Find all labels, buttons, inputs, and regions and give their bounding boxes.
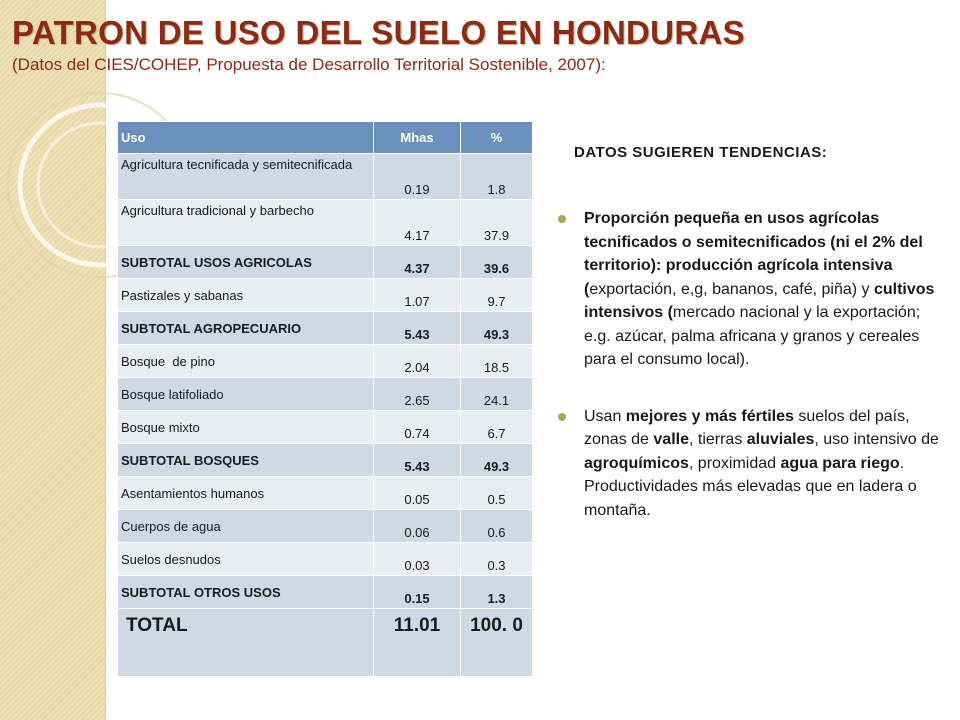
table-row	[118, 345, 533, 378]
cell-mhas: 1.07	[374, 279, 461, 312]
cell-pct: 1.8	[461, 154, 533, 200]
cell-uso: Pastizales y sabanas	[118, 279, 374, 312]
bullet-text-bold: agua para riego	[780, 454, 900, 472]
cell-uso: Bosque de pino	[118, 345, 374, 378]
bullet-text-bold: aluviales	[746, 431, 815, 448]
table-row	[118, 543, 533, 576]
bullet-text: , proximidad	[688, 454, 781, 472]
table-total-row	[118, 609, 533, 677]
table-row	[118, 510, 533, 543]
bullet-text-bold: mejores y más fértiles	[625, 407, 794, 425]
cell-uso: Bosque latifoliado	[118, 378, 374, 411]
table-row	[118, 378, 533, 411]
cell-uso: Cuerpos de agua	[118, 510, 374, 543]
cell-uso: Agricultura tecnificada y semitecnificada	[118, 154, 374, 200]
cell-pct: 1.3	[461, 576, 533, 609]
header-mhas: Mhas	[374, 122, 461, 154]
bullet-text: mercado nacional y la exportación; e.g. azúcar, palma africana y granos y cereales para el consumo local).	[584, 304, 921, 368]
bullet-list	[556, 207, 948, 522]
bullet-text: Usan	[584, 407, 626, 425]
table-row	[118, 411, 533, 444]
cell-mhas: 0.15	[374, 576, 461, 609]
cell-uso: Suelos desnudos	[118, 543, 374, 576]
table-row	[118, 312, 533, 345]
bullet-item	[556, 207, 948, 372]
bullet-text: exportación, e,g, bananos, café, piña) y	[589, 280, 874, 298]
bullet-text-bold: valle	[653, 431, 689, 448]
cell-uso: Asentamientos humanos	[118, 477, 374, 510]
cell-mhas: 5.43	[374, 312, 461, 345]
cell-uso: SUBTOTAL USOS AGRICOLAS	[118, 246, 374, 279]
table-row	[118, 444, 533, 477]
bullet-text-bold: Proporción pequeña en usos agrícolas tecnificados o semitecnificados (ni el 2% del territorio): producción agrícola intensiva (	[584, 210, 923, 298]
cell-uso: Agricultura tradicional y barbecho	[118, 200, 374, 246]
cell-pct: 0.6	[461, 510, 533, 543]
cell-pct: 6.7	[461, 411, 533, 444]
cell-mhas: 0.06	[374, 510, 461, 543]
bullet-item	[556, 405, 948, 523]
cell-total-label: TOTAL	[118, 609, 374, 677]
cell-pct: 24.1	[461, 378, 533, 411]
cell-pct: 37.9	[461, 200, 533, 246]
cell-pct: 49.3	[461, 312, 533, 345]
bullet-text-bold: agroquímicos	[584, 454, 689, 472]
cell-pct: 18.5	[461, 345, 533, 378]
bullet-dot-icon	[558, 215, 566, 223]
decorative-band	[0, 0, 106, 720]
table-row	[118, 279, 533, 312]
cell-mhas: 0.03	[374, 543, 461, 576]
cell-uso: SUBTOTAL OTROS USOS	[118, 576, 374, 609]
cell-uso: Bosque mixto	[118, 411, 374, 444]
cell-mhas: 2.04	[374, 345, 461, 378]
cell-mhas: 0.19	[374, 154, 461, 200]
land-use-table	[117, 121, 533, 677]
bullet-text: suelos del país, zonas de	[584, 407, 910, 448]
bullet-text: , uso intensivo de	[814, 431, 939, 448]
table-row	[118, 576, 533, 609]
table-header-row	[118, 122, 533, 154]
cell-mhas: 4.37	[374, 246, 461, 279]
bullet-text: , tierras	[688, 431, 747, 448]
cell-pct: 39.6	[461, 246, 533, 279]
cell-pct: 49.3	[461, 444, 533, 477]
cell-pct: 9.7	[461, 279, 533, 312]
table-row	[118, 477, 533, 510]
header-uso: Uso	[118, 122, 374, 154]
cell-pct: 0.3	[461, 543, 533, 576]
cell-total-pct: 100. 0	[461, 609, 533, 677]
bullet-text: . Productividades más elevadas que en ladera o montaña.	[584, 454, 917, 519]
table-row	[118, 246, 533, 279]
table-row	[118, 200, 533, 246]
header-pct: %	[461, 122, 533, 154]
cell-mhas: 5.43	[374, 444, 461, 477]
bullet-text-bold: cultivos intensivos (	[584, 280, 935, 321]
bullet-dot-icon	[558, 413, 566, 421]
cell-mhas: 4.17	[374, 200, 461, 246]
page-title: PATRON DE USO DEL SUELO EN HONDURAS	[12, 14, 745, 51]
page-subtitle: (Datos del CIES/COHEP, Propuesta de Desarrollo Territorial Sostenible, 2007):	[12, 55, 606, 74]
cell-total-mhas: 11.01	[374, 609, 461, 677]
cell-pct: 0.5	[461, 477, 533, 510]
cell-mhas: 0.74	[374, 411, 461, 444]
cell-mhas: 2.65	[374, 378, 461, 411]
cell-mhas: 0.05	[374, 477, 461, 510]
tendencies-heading: DATOS SUGIEREN TENDENCIAS:	[574, 144, 828, 161]
cell-uso: SUBTOTAL BOSQUES	[118, 444, 374, 477]
cell-uso: SUBTOTAL AGROPECUARIO	[118, 312, 374, 345]
table-row	[118, 154, 533, 200]
